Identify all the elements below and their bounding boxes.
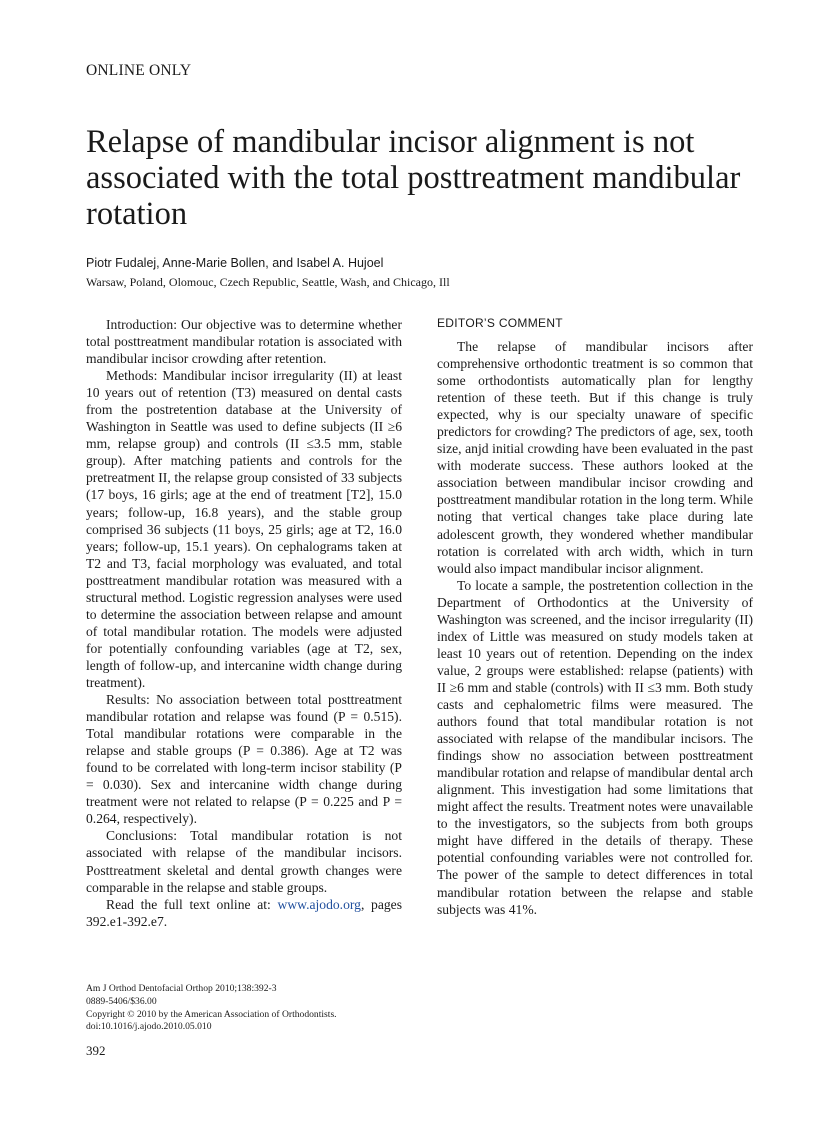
journal-citation: Am J Orthod Dentofacial Orthop 2010;138:392-3 (86, 983, 277, 994)
read-full-text (86, 896, 402, 930)
abstract-column (86, 316, 402, 930)
page-number: 392 (86, 1043, 106, 1058)
journal-link[interactable]: www.ajodo.org (277, 896, 361, 912)
abstract-conclusions: Conclusions: Total mandibular rotation is not associated with relapse of the mandibular incisors. Posttreatment skeletal and dental growth changes were comparable in the relapse and stable groups. (86, 828, 402, 895)
editors-comment-column (437, 316, 753, 918)
article-footer (86, 983, 337, 1034)
read-more-suffix: , pages 392.e1-392.e7. (86, 896, 402, 929)
author-affiliations: Warsaw, Poland, Olomouc, Czech Republic, Seattle, Wash, and Chicago, Ill (86, 275, 450, 289)
abstract-methods: Methods: Mandibular incisor irregularity (II) at least 10 years out of retention (T3) measured on dental casts from the postretention database at the University of Washington in Seattle was used to define subjects (II ≥6 mm, relapse group) and controls (II ≤3.5 mm, stable group). After matching patients and controls for the pretreatment II, the relapse group consisted of 33 subjects (17 boys, 16 girls; age at the end of treatment [T2], 15.0 years; follow-up, 16.8 years), and the stable group comprised 36 subjects (11 boys, 25 girls; age at T2, 16.0 years; follow-up, 15.1 years). On cephalograms taken at T2 and T3, facial morphology was evaluated, and total posttreatment mandibular rotation was measured with a structural method. Logistic regression analyses were used to determine the association between relapse and amount of total mandibular rotation. The models were adjusted for potentially confounding variables (age at T2, sex, length of follow-up, and intercanine width change during treatment). (86, 368, 402, 690)
abstract-results: Results: No association between total posttreatment mandibular rotation and relapse was found (P = 0.515). Total mandibular rotations were comparable in the relapse and stable groups (P = 0.386). Age at T2 was found to be correlated with long-term incisor stability (P = 0.030). Sex and intercanine width change during treatment were not related to relapse (P = 0.225 and P = 0.264, respectively). (86, 692, 402, 827)
section-label: ONLINE ONLY (86, 62, 192, 79)
author-list: Piotr Fudalej, Anne-Marie Bollen, and Isabel A. Hujoel (86, 256, 384, 270)
editors-comment-paragraph: To locate a sample, the postretention collection in the Department of Orthodontics at the University of Washington was screened, and the incisor irregularity (II) index of Little was measured on study models taken at least 10 years out of retention. Depending on the index value, 2 groups were established: relapse (patients) with II ≥6 mm and stable (controls) with II ≤3 mm. Both study casts and cephalometric films were measured. The authors found that total mandibular rotation is not associated with relapse of the mandibular incisors. The findings show no association between posttreatment mandibular rotation and relapse of mandibular dental arch alignment. This investigation had some limitations that might affect the results. Treatment notes were unavailable to the investigators, so the subjects from both groups might have differed in the details of therapy. These potential confounding variables were not controlled for. The power of the sample to detect differences in total mandibular rotation between the relapse and stable subjects was 41%. (437, 577, 753, 917)
copyright-notice: Copyright © 2010 by the American Association of Orthodontists. (86, 1008, 337, 1020)
article-title: Relapse of mandibular incisor alignment is not associated with the total posttreatment mandibular rotation (86, 124, 741, 232)
read-more-prefix: Read the full text online at: (106, 896, 278, 912)
doi: doi:10.1016/j.ajodo.2010.05.010 (86, 1021, 212, 1033)
editors-comment-paragraph: The relapse of mandibular incisors after comprehensive orthodontic treatment is so common that some orthodontists automatically plan for lengthy retention of these teeth. But if this change is truly expected, why is our specialty unaware of specific predictors for crowding? The predictors of age, sex, tooth size, anjd initial crowding have been evaluated in the past with moderate success. These authors looked at the association between mandibular incisor crowding and posttreatment mandibular rotation in the long term. While noting that vertical changes take place during late adolescent growth, they wondered whether mandibular rotation is correlated with arch width, which in turn would also impact mandibular incisor alignment. (437, 339, 753, 576)
issn: 0889-5406/$36.00 (86, 995, 157, 1007)
editors-comment-heading: EDITOR’S COMMENT (437, 316, 563, 330)
abstract-introduction: Introduction: Our objective was to determine whether total posttreatment mandibular rotation is associated with mandibular incisor crowding after retention. (86, 317, 402, 367)
